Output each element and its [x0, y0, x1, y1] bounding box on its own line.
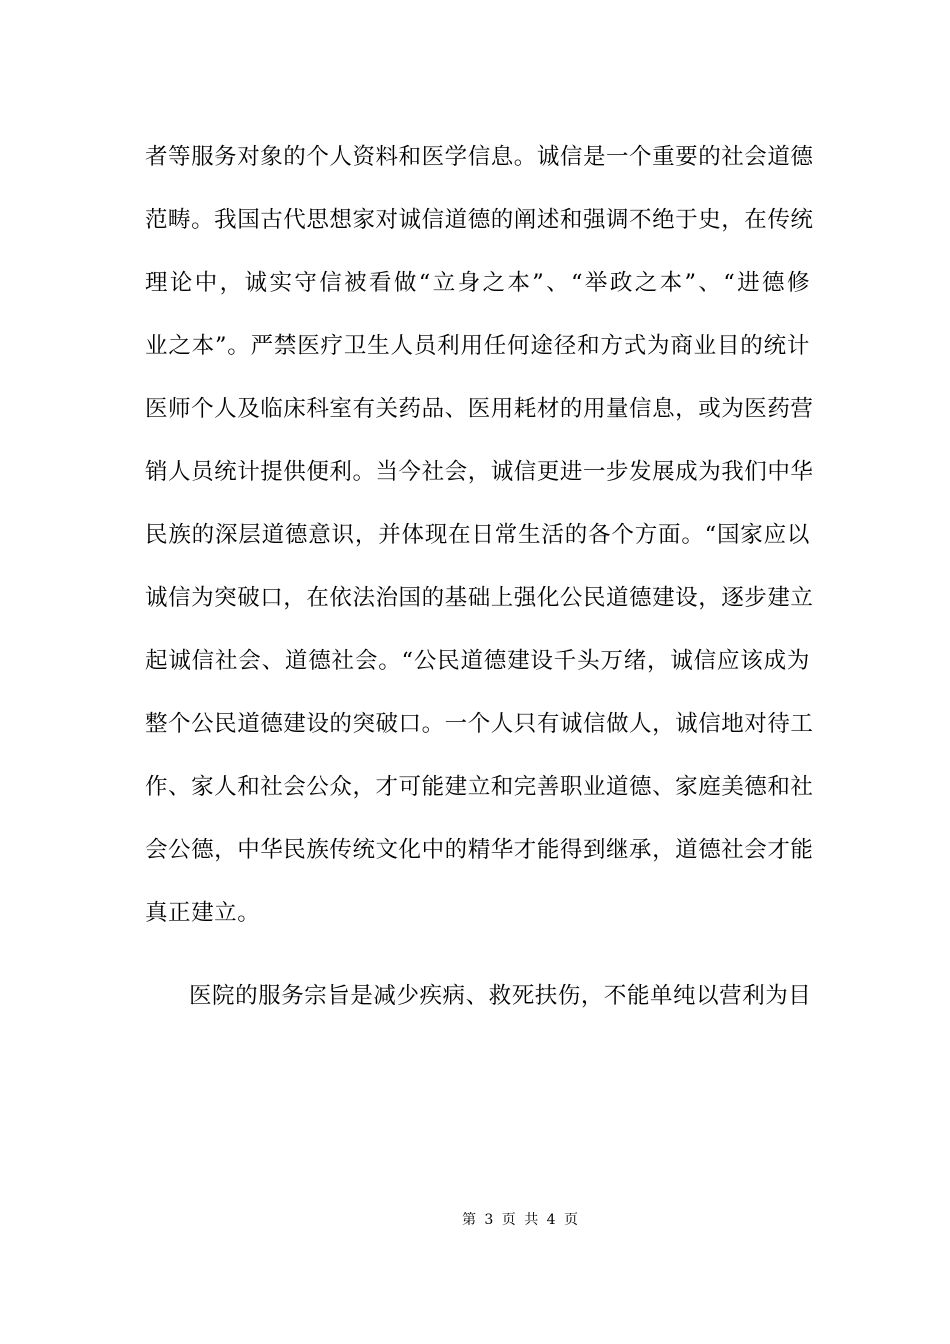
paragraph-2 — [145, 971, 810, 1034]
text-line: 真正建立。 — [145, 900, 261, 926]
text-line: 民族的深层道德意识，并体现在日常生活的各个方面。“国家应以 — [145, 522, 810, 548]
text-line: 作、家人和社会公众，才可能建立和完善职业道德、家庭美德和社 — [145, 774, 814, 800]
paragraph-1 — [145, 132, 814, 951]
text-line: 医院的服务宗旨是减少疾病、救死扶伤，不能单纯以营利为目 — [189, 983, 812, 1009]
paragraph-gap — [145, 951, 810, 971]
text-line: 整个公民道德建设的突破口。一个人只有诚信做人，诚信地对待工 — [145, 711, 814, 737]
text-line: 会公德，中华民族传统文化中的精华才能得到继承，道德社会才能 — [145, 837, 814, 863]
text-line: 者等服务对象的个人资料和医学信息。诚信是一个重要的社会道德 — [145, 144, 814, 170]
page-footer — [0, 1209, 950, 1229]
text-line: 业之本”。严禁医疗卫生人员利用任何途径和方式为商业目的统计 — [145, 333, 810, 359]
body-text — [145, 132, 814, 1034]
text-line: 理论中，诚实守信被看做“立身之本”、“举政之本”、“进德修 — [145, 270, 810, 296]
text-line: 医师个人及临床科室有关药品、医用耗材的用量信息，或为医药营 — [145, 396, 814, 422]
page-number-label: 第 3 页 共 4 页 — [461, 1212, 581, 1228]
text-line: 销人员统计提供便利。当今社会，诚信更进一步发展成为我们中华 — [145, 459, 814, 485]
text-line: 范畴。我国古代思想家对诚信道德的阐述和强调不绝于史，在传统 — [145, 207, 814, 233]
text-line: 诚信为突破口，在依法治国的基础上强化公民道德建设，逐步建立 — [145, 585, 814, 611]
text-line: 起诚信社会、道德社会。“公民道德建设千头万绪，诚信应该成为 — [145, 648, 810, 674]
